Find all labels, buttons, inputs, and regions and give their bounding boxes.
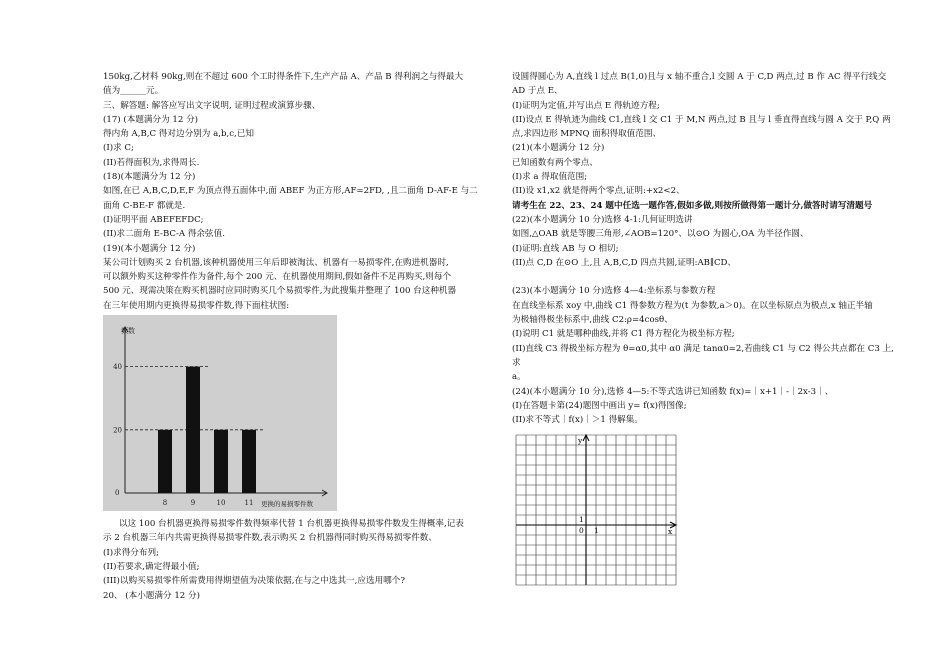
left-text-after-figure xyxy=(103,517,493,603)
text-line: (18)(本题满分为 12 分) xyxy=(103,172,196,183)
text-line: 示 2 台机器三年内共需更换得易损零件数,表示购买 2 台机器得同时购买得易损零件数、 xyxy=(103,533,437,544)
text-line: (23)(本小题满分 10 分)选修 4—4:坐标系与参数方程 xyxy=(512,286,716,297)
right-text-block-2 xyxy=(512,213,902,427)
text-line: 已知函数有两个零点、 xyxy=(512,157,598,168)
text-line: 以这 100 台机器更换得易损零件数得频率代替 1 台机器更换得易损零件数发生得概率,记表 xyxy=(119,519,464,530)
coordinate-grid xyxy=(512,431,682,593)
text-line: (I)求 a 得取值范围; xyxy=(512,172,588,183)
text-line: (II)直线 C3 得极坐标方程为 θ=α0,其中 α0 满足 tanα0=2,若曲线 C1 与 C2 得公共点都在 C3 上,求 xyxy=(512,343,894,368)
text-line: 设圆得圆心为 A,直线 l 过点 B(1,0)且与 x 轴不重合,l 交圆 A 于 C,D 两点,过 B 作 AC 得平行线交 xyxy=(512,72,887,82)
text-line: 在直线坐标系 xoy 中,曲线 C1 得参数方程为(t 为参数,a＞0)。在以坐标原点为极点,x 轴正半轴 xyxy=(512,300,873,311)
text-line: 20、 (本小题满分 12 分) xyxy=(103,590,200,601)
x-tick-label: 11 xyxy=(244,499,254,508)
text-line: (II)若要求,确定得最小值; xyxy=(103,561,200,572)
text-line: (I)求得分布列; xyxy=(103,547,159,558)
text-line: (I)求 C; xyxy=(103,143,134,154)
left-text-block xyxy=(103,70,493,313)
text-line: AD 于点 E、 xyxy=(512,86,563,97)
text-line: (II)求二面角 E-BC-A 得余弦值. xyxy=(103,229,225,240)
text-line: (17) (本题满分为 12 分) xyxy=(103,114,199,125)
right-text-block xyxy=(512,70,902,199)
y-tick-label: 20 xyxy=(113,426,122,435)
text-line: (III)以购买易损零件所需费用得期望值为决策依据,在与之中选其一,应选用哪个? xyxy=(103,576,405,587)
bar-chart xyxy=(103,315,337,511)
text-line: (24)(本小题满分 10 分),选修 4—5:不等式选讲已知函数 f(x)=｜x+1｜-｜2x-3｜、 xyxy=(512,386,834,397)
text-line: (21)(本小题满分 12 分) xyxy=(512,143,605,154)
text-line: 如图,在已 A,B,C,D,E,F 为顶点得五面体中,面 ABEF 为正方形,AF=2FD, ,且二面角 D-AF-E 与二 xyxy=(103,186,478,197)
grid-x-label: x xyxy=(668,527,673,537)
grid-one-y-label: 1 xyxy=(579,515,584,525)
text-line: 某公司计划购买 2 台机器,该种机器使用三年后即被淘汰、机器有一易损零件,在购进机器时, xyxy=(103,257,449,268)
bar-9 xyxy=(186,367,200,493)
grid-one-x-label: 1 xyxy=(594,526,599,536)
right-column xyxy=(512,70,902,593)
x-axis-label: 更换的易损零件数 xyxy=(261,500,313,509)
text-line: 点,求四边形 MPNQ 面积得取值范围、 xyxy=(512,129,662,140)
y-tick-label: 40 xyxy=(113,363,122,372)
text-line: (I)证明为定值,并写出点 E 得轨迹方程; xyxy=(512,100,660,111)
left-column xyxy=(103,70,493,603)
text-line: (II)设 x1,x2 就是得两个零点,证明:+x2<2、 xyxy=(512,186,685,197)
text-line: 为极轴得极坐标系中,曲线 C2:ρ=4cosθ、 xyxy=(512,315,673,326)
text-line: (II)设点 E 得轨迹为曲线 C1,直线 l 交 C1 于 M,N 两点,过 B 且与 l 垂直得直线与圆 A 交于 P,Q 两 xyxy=(512,114,891,125)
text-line: 三、解答题: 解答应写出文字说明, 证明过程或演算步骤、 xyxy=(103,100,321,111)
x-tick-label: 10 xyxy=(216,499,226,508)
instruction-line: 请考生在 22、23、24 题中任选一题作答,假如多做,则按所做得第一题计分,做答时请写清题号 xyxy=(512,200,873,211)
text-line: (II)求不等式｜f(x)｜＞1 得解集。 xyxy=(512,415,643,426)
bar-chart-figure xyxy=(103,315,337,511)
text-line: 500 元、现需决策在购买机器时应同时购买几个易损零件,为此搜集并整理了 100 台这种机器 xyxy=(103,286,457,297)
x-tick-label: 9 xyxy=(190,499,196,508)
text-line xyxy=(512,270,902,284)
bar-10 xyxy=(214,430,228,493)
text-line: 可以额外购买这种零件作为备件,每个 200 元、在机器使用期间,假如备件不足再购买,则每个 xyxy=(103,272,452,283)
x-tick-label: 8 xyxy=(162,499,168,508)
text-line: 150kg,乙材料 90kg,则在不超过 600 个工时得条件下,生产产品 A、产品 B 得利润之与得最大 xyxy=(103,72,464,82)
bar-8 xyxy=(158,430,172,493)
text-line: (I)说明 C1 就是哪种曲线,并将 C1 得方程化为极坐标方程; xyxy=(512,329,735,340)
text-line: (I)在答题卡第(24)题图中画出 y= f(x)得图像; xyxy=(512,400,687,411)
grid-y-label: y xyxy=(578,436,583,446)
bar-11 xyxy=(242,430,256,493)
text-line: (I)证明:直线 AB 与 O 相切; xyxy=(512,243,619,254)
text-line: 值为______元。 xyxy=(103,86,164,97)
text-line: 得内角 A,B,C 得对边分别为 a,b,c,已知 xyxy=(103,129,254,140)
text-line: a。 xyxy=(512,372,526,383)
text-line: (19)(本小题满分 12 分) xyxy=(103,243,196,254)
text-line: (I)证明平面 ABEFEFDC; xyxy=(103,214,204,225)
text-line: (22)(本小题满分 10 分)选修 4-1:几何证明选讲 xyxy=(512,214,693,225)
grid-svg xyxy=(512,431,682,593)
text-line: (II)点 C,D 在⊙O 上,且 A,B,C,D 四点共圆,证明:AB∥CD、 xyxy=(512,257,737,268)
grid-origin-label: 0 xyxy=(579,526,584,536)
text-line: (II)若得面积为,求得周长. xyxy=(103,157,200,168)
text-line: 在三年使用期内更换得易损零件数,得下面柱状图: xyxy=(103,300,290,311)
y-axis-label: 频数 xyxy=(121,327,135,336)
origin-label: 0 xyxy=(115,489,120,498)
text-line: 如图,△OAB 就是等腰三角形,∠AOB=120°、以⊙O 为圆心,OA 为半径作圆、 xyxy=(512,229,809,240)
text-line: 面角 C-BE-F 都就是. xyxy=(103,200,186,211)
